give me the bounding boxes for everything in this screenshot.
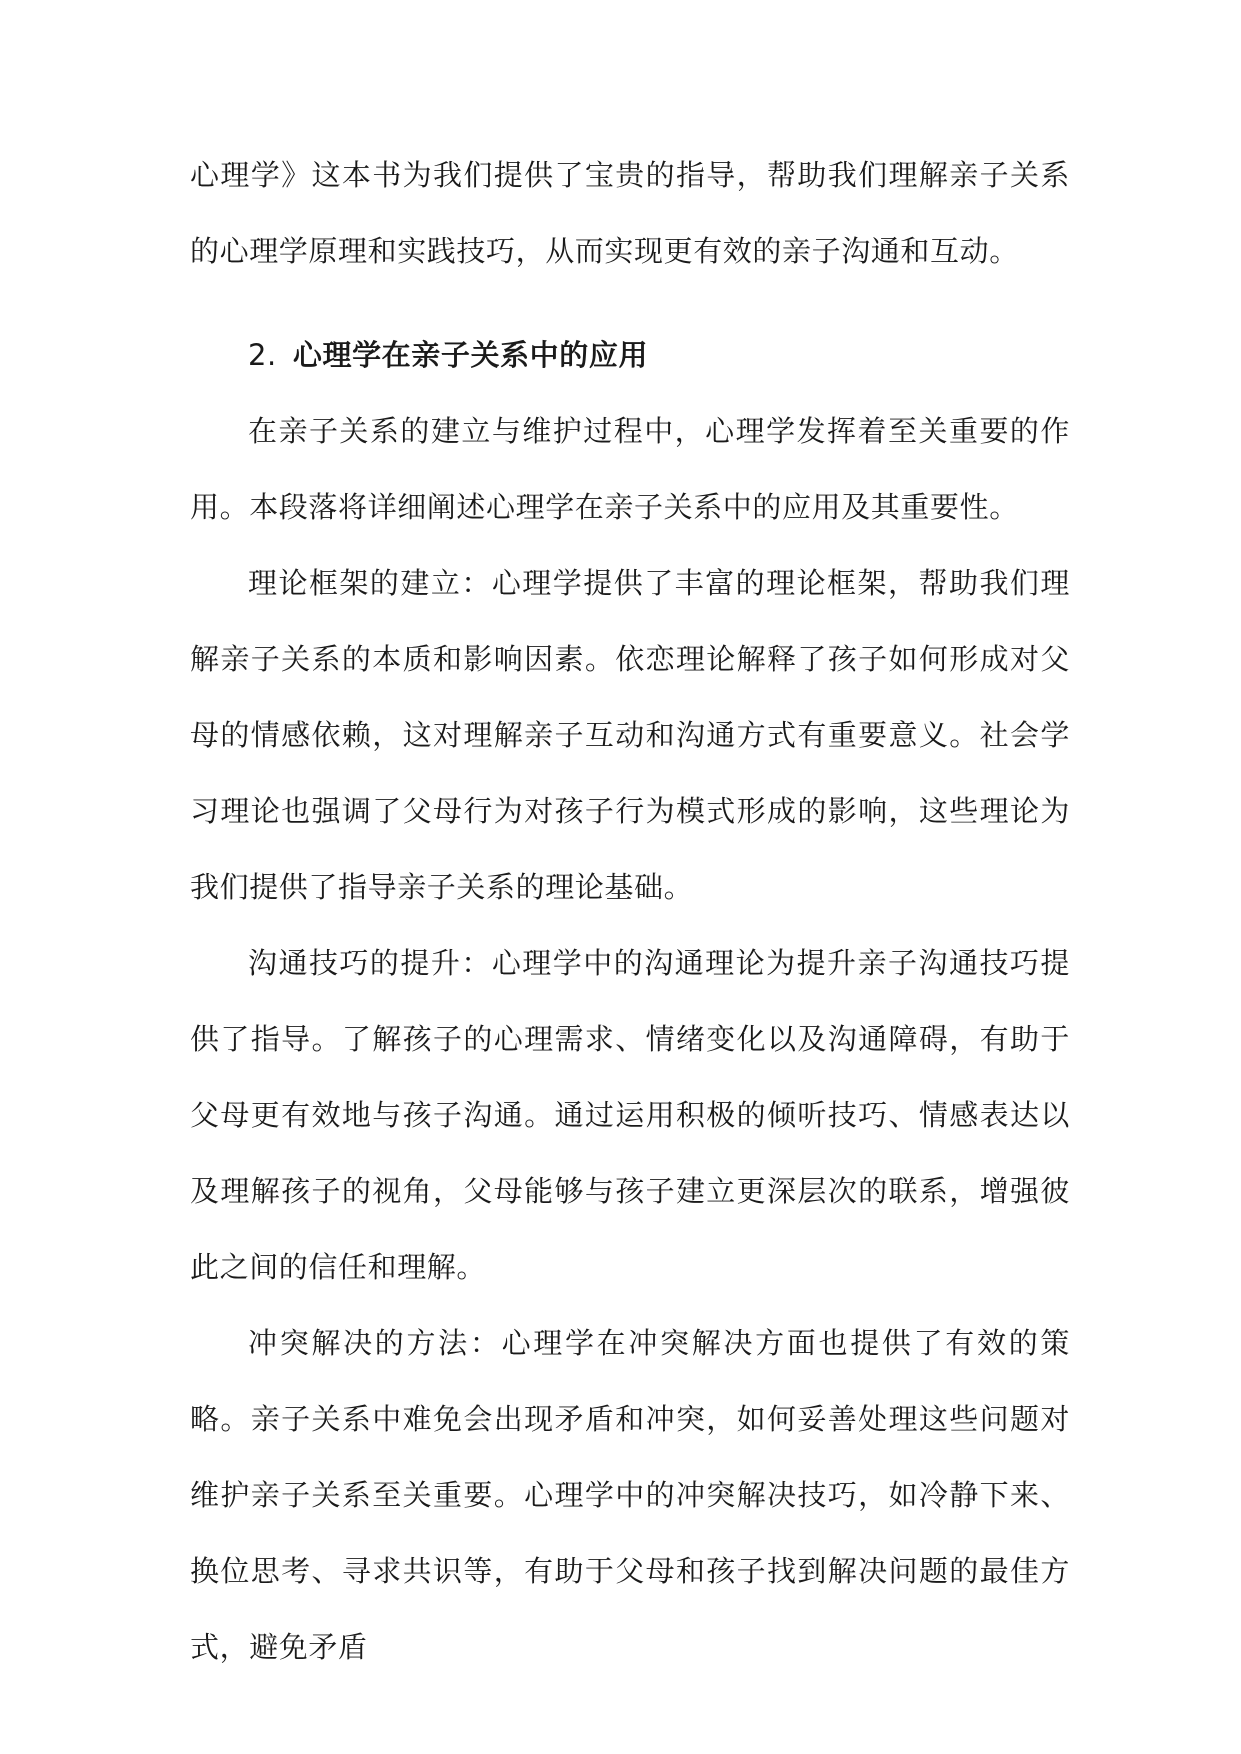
paragraph-communication-skills: 沟通技巧的提升：心理学中的沟通理论为提升亲子沟通技巧提供了指导。了解孩子的心理需求、情绪变化以及沟通障碍，有助于父母更有效地与孩子沟通。通过运用积极的倾听技巧、情感表达以及理解孩子的视角，父母能够与孩子建立更深层次的联系，增强彼此之间的信任和理解。 [190, 946, 1070, 1284]
paragraph-theory-framework: 理论框架的建立：心理学提供了丰富的理论框架，帮助我们理解亲子关系的本质和影响因素。依恋理论解释了孩子如何形成对父母的情感依赖，这对理解亲子互动和沟通方式有重要意义。社会学习理论也强调了父母行为对孩子行为模式形成的影响，这些理论为我们提供了指导亲子关系的理论基础。 [190, 566, 1070, 904]
paragraph-conflict-resolution: 冲突解决的方法：心理学在冲突解决方面也提供了有效的策略。亲子关系中难免会出现矛盾和冲突，如何妥善处理这些问题对维护亲子关系至关重要。心理学中的冲突解决技巧，如冷静下来、换位思考、寻求共识等，有助于父母和孩子找到解决问题的最佳方式，避免矛盾 [190, 1326, 1070, 1664]
page-content [190, 137, 1070, 1685]
section-title: 心理学在亲子关系中的应用 [292, 338, 649, 372]
intro-continuation-paragraph: 心理学》这本书为我们提供了宝贵的指导，帮助我们理解亲子关系的心理学原理和实践技巧，从而实现更有效的亲子沟通和互动。 [190, 158, 1070, 268]
paragraph-overview: 在亲子关系的建立与维护过程中，心理学发挥着至关重要的作用。本段落将详细阐述心理学在亲子关系中的应用及其重要性。 [190, 414, 1070, 524]
section-heading [190, 317, 1070, 393]
section-number: 2. [248, 338, 277, 372]
